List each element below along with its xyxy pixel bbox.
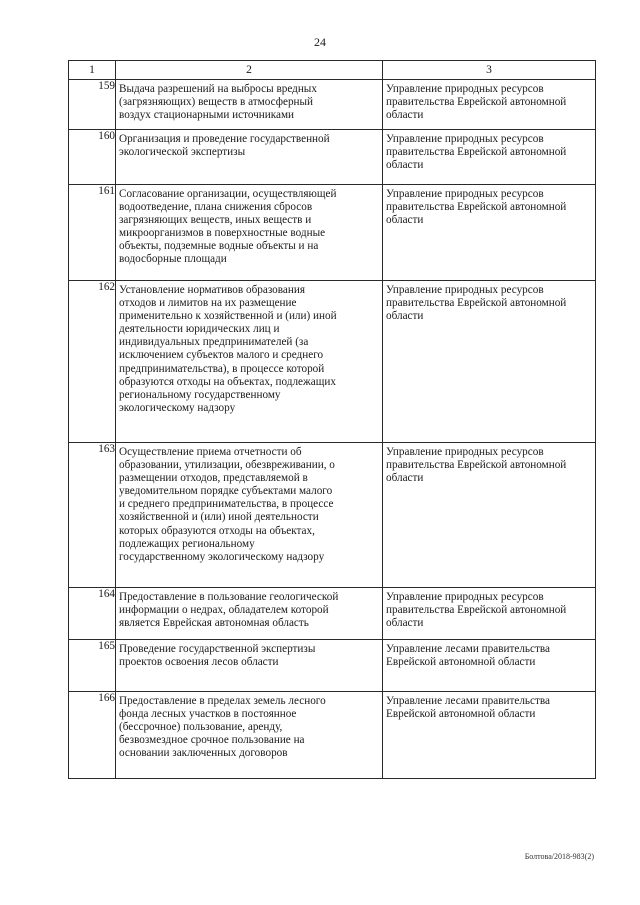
table-row <box>69 443 596 588</box>
row-number: 164 <box>69 588 116 640</box>
table-row <box>69 80 596 130</box>
row-number: 161 <box>69 185 116 281</box>
department-text: Управление природных ресурсов правительства Еврейской автономной области <box>386 591 567 630</box>
service-cell <box>116 80 383 130</box>
service-cell <box>116 281 383 443</box>
department-cell <box>383 640 596 692</box>
row-number: 162 <box>69 281 116 443</box>
service-cell <box>116 692 383 779</box>
row-number: 159 <box>69 80 116 130</box>
column-header-3: 3 <box>383 61 596 80</box>
department-cell <box>383 692 596 779</box>
service-cell <box>116 185 383 281</box>
row-number: 166 <box>69 692 116 779</box>
department-text: Управление природных ресурсов правительства Еврейской автономной области <box>386 284 567 323</box>
department-cell <box>383 281 596 443</box>
service-text: Организация и проведение государственной экологической экспертизы <box>119 133 330 159</box>
table-row <box>69 640 596 692</box>
service-cell <box>116 640 383 692</box>
table-row <box>69 692 596 779</box>
row-number: 160 <box>69 130 116 185</box>
services-table <box>68 60 596 779</box>
service-text: Выдача разрешений на выбросы вредных (загрязняющих) веществ в атмосферный воздух стационарными источниками <box>119 83 317 122</box>
row-number: 163 <box>69 443 116 588</box>
service-text: Осуществление приема отчетности об образовании, утилизации, обезвреживании, о размещении отходов, представляемой в уведомительном порядке субъектами малого и среднего предпринимательства, в процессе хозяйственной и (или) иной деятельности которых образуются отходы на объектах, подлежащих региональному государственному экологическому надзору <box>119 446 335 563</box>
service-text: Проведение государственной экспертизы проектов освоения лесов области <box>119 643 316 669</box>
service-cell <box>116 443 383 588</box>
column-header-1: 1 <box>69 61 116 80</box>
department-text: Управление природных ресурсов правительства Еврейской автономной области <box>386 446 567 485</box>
department-cell <box>383 185 596 281</box>
column-header-2: 2 <box>116 61 383 80</box>
row-number: 165 <box>69 640 116 692</box>
department-text: Управление природных ресурсов правительства Еврейской автономной области <box>386 83 567 122</box>
table-header-row <box>69 61 596 80</box>
service-cell <box>116 588 383 640</box>
table-row <box>69 588 596 640</box>
department-text: Управление лесами правительства Еврейской автономной области <box>386 643 550 669</box>
service-text: Предоставление в пользование геологической информации о недрах, обладателем которой является Еврейская автономная область <box>119 591 339 630</box>
table-row <box>69 281 596 443</box>
service-text: Согласование организации, осуществляющей водоотведение, плана снижения сбросов загрязняющих веществ, иных веществ и микроорганизмов в поверхностные водные объекты, подземные водные объекты и на водосборные площади <box>119 188 337 266</box>
table-row <box>69 185 596 281</box>
department-text: Управление природных ресурсов правительства Еврейской автономной области <box>386 188 567 227</box>
department-cell <box>383 80 596 130</box>
service-text: Предоставление в пределах земель лесного фонда лесных участков в постоянное (бессрочное) пользование, аренду, безвозмездное срочное пользование на основании заключенных договоров <box>119 695 326 760</box>
document-code: Болтова/2018-983(2) <box>524 852 594 861</box>
department-cell <box>383 130 596 185</box>
department-cell <box>383 588 596 640</box>
table-row <box>69 130 596 185</box>
service-text: Установление нормативов образования отходов и лимитов на их размещение применительно к хозяйственной и (или) иной деятельности юридических лиц и индивидуальных предпринимателей (за исключением субъектов малого и среднего предпринимательства), в процессе которой образуются отходы на объектах, подлежащих региональному государственному экологическому надзору <box>119 284 337 414</box>
page-number: 24 <box>314 35 326 49</box>
department-cell <box>383 443 596 588</box>
service-cell <box>116 130 383 185</box>
department-text: Управление лесами правительства Еврейской автономной области <box>386 695 550 721</box>
department-text: Управление природных ресурсов правительства Еврейской автономной области <box>386 133 567 172</box>
